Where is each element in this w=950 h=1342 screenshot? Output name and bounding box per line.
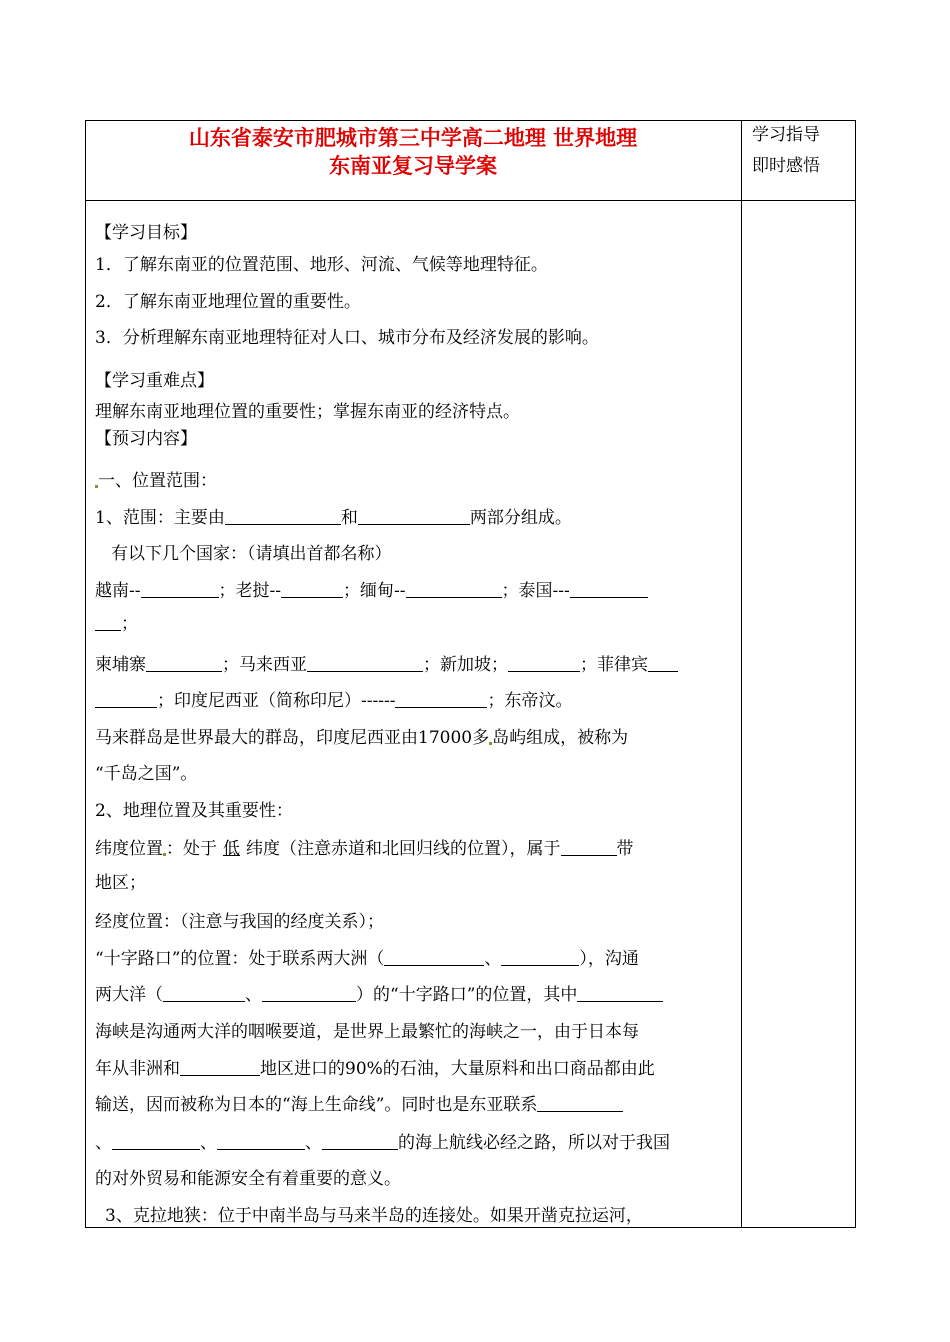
fill-blank[interactable] [384,947,484,966]
archipelago-text-cont: “千岛之国”。 [95,764,198,784]
countries-line-3: ；印度尼西亚（简称印尼）------ ；东帝汶。 [95,686,572,711]
table-right-border [855,120,856,1228]
fill-blank[interactable] [225,506,341,525]
document-title-line2: 东南亚复习导学案 [329,154,497,178]
fill-blank[interactable] [406,579,502,598]
fill-blank[interactable] [281,579,343,598]
fill-blank[interactable] [180,1057,260,1076]
kra-isthmus-text: 3、克拉地狭：位于中南半岛与马来半岛的连接处。如果开凿克拉运河， [105,1206,643,1226]
fill-blank[interactable] [537,1093,623,1112]
range-line: 1、范围：主要由 和 两部分组成。 [95,508,572,528]
fill-blank[interactable] [648,653,678,672]
worksheet-table [85,120,856,1228]
fill-blank[interactable] [395,689,487,708]
fill-blank[interactable] [112,1131,200,1150]
section1-title: 一、位置范围： [95,466,217,491]
side-column-heading-notes: 即时感悟 [752,156,820,176]
fill-blank[interactable] [501,947,579,966]
fill-blank[interactable] [95,612,121,631]
fill-blank[interactable] [141,579,219,598]
countries-intro: 有以下几个国家：（请填出首都名称） [111,544,392,564]
countries-line-2: 柬埔寨 ；马来西亚 ；新加坡； ；菲律宾 [95,650,678,675]
filled-answer: 低 [223,839,240,859]
sea-routes-line-cont: 的对外贸易和能源安全有着重要的意义。 [95,1169,401,1189]
fill-blank[interactable] [570,579,648,598]
preview-heading: 【预习内容】 [95,429,197,449]
fill-blank[interactable] [561,837,617,856]
crossroads-line: “十字路口”的位置：处于联系两大洲（ 、 ），沟通 [95,949,639,969]
column-divider [741,120,742,1228]
strait-text-1: 海峡是沟通两大洋的咽喉要道，是世界上最繁忙的海峡之一，由于日本每 [95,1022,639,1042]
fill-blank[interactable] [95,689,157,708]
fill-blank[interactable] [307,653,423,672]
section2-title: 2、地理位置及其重要性： [95,801,293,821]
key-points-heading: 【学习重难点】 [95,371,214,391]
archipelago-text: 马来群岛是世界最大的群岛，印度尼西亚由17000多 岛屿组成，被称为 [95,728,629,748]
longitude-line: 经度位置：（注意与我国的经度关系）； [95,912,384,932]
goal-item-2: 2．了解东南亚地理位置的重要性。 [95,292,361,312]
strait-text-3: 输送，因而被称为日本的“海上生命线”。同时也是东亚联系 [95,1090,623,1115]
fill-blank[interactable] [508,653,580,672]
countries-line-1: 越南-- ；老挝-- ；缅甸-- ；泰国--- [95,576,648,601]
fill-blank[interactable] [217,1131,305,1150]
goal-item-1: 1．了解东南亚的位置范围、地形、河流、气候等地理特征。 [95,255,548,275]
fill-blank[interactable] [163,983,245,1002]
sea-routes-line: 、 、 、 的海上航线必经之路，所以对于我国 [95,1133,670,1153]
fill-blank[interactable] [146,653,222,672]
countries-line-1-cont: ； [95,609,138,634]
goal-item-3: 3．分析理解东南亚地理特征对人口、城市分布及经济发展的影响。 [95,328,599,348]
goals-heading: 【学习目标】 [95,223,197,243]
side-column-heading-guide: 学习指导 [752,125,820,145]
fill-blank[interactable] [577,983,663,1002]
latitude-line-cont: 地区； [95,873,146,893]
document-title-line1: 山东省泰安市肥城市第三中学高二地理 世界地理 [188,126,638,150]
latitude-line: 纬度位置 ：处于 低 纬度（注意赤道和北回归线的位置），属于 带 [95,839,634,859]
key-points-text: 理解东南亚地理位置的重要性；掌握东南亚的经济特点。 [95,402,520,422]
fill-blank[interactable] [322,1131,398,1150]
fill-blank[interactable] [358,506,470,525]
strait-text-2: 年从非洲和 地区进口的90%的石油，大量原料和出口商品都由此 [95,1059,655,1079]
table-left-border [85,120,86,1228]
oceans-line: 两大洋（ 、 ）的“十字路口”的位置，其中 [95,980,663,1005]
fill-blank[interactable] [262,983,356,1002]
